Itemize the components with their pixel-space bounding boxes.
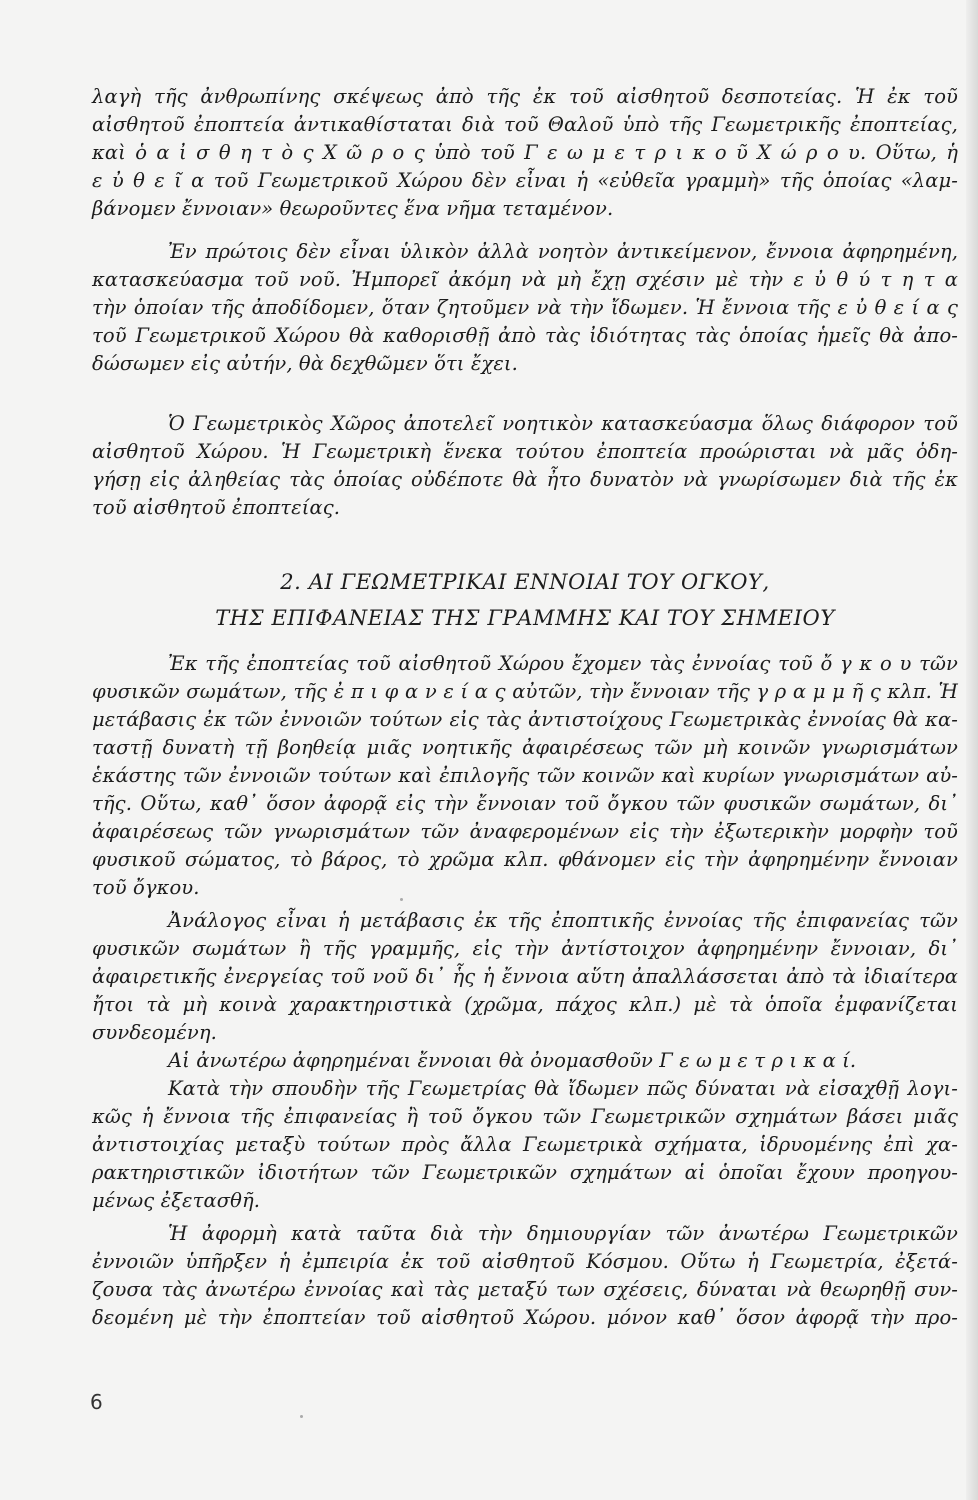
text-line: Ἐν πρώτοις δὲν εἶναι ὑλικὸν ἀλλὰ νοητὸν ἀντικείμενον, ἔννοια ἀφηρημένη, — [168, 240, 958, 263]
text-line: τοῦ ὄγκου. — [92, 876, 200, 899]
text-line: φυσικῶν σωμάτων, τῆς ἐ π ι φ α ν ε ί α ς αὐτῶν, τὴν ἔννοιαν τῆς γ ρ α μ μ ῆ ς κλπ. Ἡ — [92, 680, 958, 703]
text-line: κῶς ἡ ἔννοια τῆς ἐπιφανείας ἢ τοῦ ὄγκου τῶν Γεωμετρικῶν σχημάτων βάσει μιᾶς — [92, 1105, 958, 1128]
text-line: Αἱ ἀνωτέρω ἀφηρημέναι ἔννοιαι θὰ ὀνομασθοῦν Γ ε ω μ ε τ ρ ι κ α ί. — [168, 1049, 857, 1072]
text-line: Ἡ ἀφορμὴ κατὰ ταῦτα διὰ τὴν δημιουργίαν τῶν ἀνωτέρω Γεωμετρικῶν — [168, 1222, 958, 1245]
scan-speck — [400, 898, 403, 901]
text-line: δώσωμεν εἰς αὐτήν, θὰ δεχθῶμεν ὅτι ἔχει. — [92, 352, 518, 375]
text-line: τοῦ Γεωμετρικοῦ Χώρου θὰ καθορισθῇ ἀπὸ τὰς ἰδιότητας τὰς ὁποίας ἡμεῖς θὰ ἀπο- — [92, 324, 958, 347]
text-line: ἤτοι τὰ μὴ κοινὰ χαρακτηριστικὰ (χρῶμα, πάχος κλπ.) μὲ τὰ ὁποῖα ἐμφανίζεται — [92, 993, 958, 1016]
text-line: τὴν ὁποίαν τῆς ἀποδίδομεν, ὅταν ζητοῦμεν νὰ τὴν ἴδωμεν. Ἡ ἔννοια τῆς ε ὐ θ ε ί α ς — [92, 296, 958, 319]
text-line: φυσικοῦ σώματος, τὸ βάρος, τὸ χρῶμα κλπ. φθάνομεν εἰς τὴν ἀφηρημένην ἔννοιαν — [92, 848, 958, 871]
page-number: 6 — [90, 1390, 103, 1414]
text-line: αἰσθητοῦ ἐποπτεία ἀντικαθίσταται διὰ τοῦ Θαλοῦ ὑπὸ τῆς Γεωμετρικῆς ἐποπτείας, — [92, 113, 958, 136]
text-line: κατασκεύασμα τοῦ νοῦ. Ἠμπορεῖ ἀκόμη νὰ μὴ ἔχῃ σχέσιν μὲ τὴν ε ὐ θ ύ τ η τ α — [92, 268, 958, 291]
section-heading-line-2: ΤΗΣ ΕΠΙΦΑΝΕΙΑΣ ΤΗΣ ΓΡΑΜΜΗΣ ΚΑΙ ΤΟΥ ΣΗΜΕΙΟΥ — [215, 606, 835, 630]
scan-speck — [300, 1415, 303, 1418]
text-line: ἀφαιρέσεως τῶν γνωρισμάτων τῶν ἀναφερομένων εἰς τὴν ἐξωτερικὴν μορφὴν τοῦ — [92, 820, 958, 843]
text-line: μετάβασις ἐκ τῶν ἐννοιῶν τούτων εἰς τὰς ἀντιστοίχους Γεωμετρικὰς ἐννοίας θὰ κα- — [92, 708, 958, 731]
text-line: ἀντιστοιχίας μεταξὺ τούτων πρὸς ἄλλα Γεωμετρικὰ σχήματα, ἱδρυομένης ἐπὶ χα- — [92, 1133, 958, 1156]
text-line: μένως ἐξετασθῆ. — [92, 1189, 261, 1212]
text-line: γήσῃ εἰς ἀληθείας τὰς ὁποίας οὐδέποτε θὰ ἦτο δυνατὸν νὰ γνωρίσωμεν διὰ τῆς ἐκ — [92, 468, 958, 491]
text-line: λαγὴ τῆς ἀνθρωπίνης σκέψεως ἀπὸ τῆς ἐκ τοῦ αἰσθητοῦ δεσποτείας. Ἡ ἐκ τοῦ — [92, 85, 958, 108]
text-line: ἐννοιῶν ὑπῆρξεν ἡ ἐμπειρία ἐκ τοῦ αἰσθητοῦ Κόσμου. Οὕτω ἡ Γεωμετρία, ἐξετά- — [92, 1250, 958, 1273]
page-edge-shadow — [966, 0, 978, 1500]
text-line: ζουσα τὰς ἀνωτέρω ἐννοίας καὶ τὰς μεταξύ των σχέσεις, δύναται νὰ θεωρηθῇ συν- — [92, 1278, 958, 1301]
text-line: Ὁ Γεωμετρικὸς Χῶρος ἀποτελεῖ νοητικὸν κατασκεύασμα ὅλως διάφορον τοῦ — [168, 412, 958, 435]
text-line: φυσικῶν σωμάτων ἢ τῆς γραμμῆς, εἰς τὴν ἀντίστοιχον ἀφηρημένην ἔννοιαν, δι᾽ — [92, 937, 958, 960]
text-line: Ἀνάλογος εἶναι ἡ μετάβασις ἐκ τῆς ἐποπτικῆς ἐννοίας τῆς ἐπιφανείας τῶν — [168, 909, 958, 932]
text-line: δεομένη μὲ τὴν ἐποπτείαν τοῦ αἰσθητοῦ Χώρου. μόνον καθ᾽ ὅσον ἀφορᾷ τὴν προ- — [92, 1306, 958, 1329]
text-line: Κατὰ τὴν σπουδὴν τῆς Γεωμετρίας θὰ ἴδωμεν πῶς δύναται νὰ εἰσαχθῇ λογι- — [168, 1077, 958, 1100]
section-heading-line-1: 2. ΑΙ ΓΕΩΜΕΤΡΙΚΑΙ ΕΝΝΟΙΑΙ ΤΟΥ ΟΓΚΟΥ, — [280, 570, 770, 594]
text-line: ταστῇ δυνατὴ τῇ βοηθείᾳ μιᾶς νοητικῆς ἀφαιρέσεως τῶν μὴ κοινῶν γνωρισμάτων — [92, 736, 958, 759]
text-line: ε ὐ θ ε ῖ α τοῦ Γεωμετρικοῦ Χώρου δὲν εἶναι ἡ «εὐθεῖα γραμμὴ» τῆς ὁποίας «λαμ- — [92, 169, 958, 192]
text-line: ἀφαιρετικῆς ἐνεργείας τοῦ νοῦ δι᾽ ἧς ἡ ἔννοια αὕτη ἀπαλλάσσεται ἀπὸ τὰ ἰδιαίτερα — [92, 965, 958, 988]
text-line: ρακτηριστικῶν ἰδιοτήτων τῶν Γεωμετρικῶν σχημάτων αἱ ὁποῖαι ἔχουν προηγου- — [92, 1161, 958, 1184]
text-line: τῆς. Οὕτω, καθ᾽ ὅσον ἀφορᾷ εἰς τὴν ἔννοιαν τοῦ ὄγκου τῶν φυσικῶν σωμάτων, δι᾽ — [92, 792, 958, 815]
text-line: αἰσθητοῦ Χώρου. Ἡ Γεωμετρικὴ ἕνεκα τούτου ἐποπτεία πρoώρισται νὰ μᾶς ὁδη- — [92, 440, 958, 463]
text-line: ἑκάστης τῶν ἐννοιῶν τούτων καὶ ἐπιλογῆς τῶν κοινῶν καὶ κυρίων γνωρισμάτων αὐ- — [92, 764, 958, 787]
text-line: καὶ ὁ α ἰ σ θ η τ ὸ ς Χ ῶ ρ ο ς ὑπὸ τοῦ Γ ε ω μ ε τ ρ ι κ ο ῦ Χ ώ ρ ο υ. Οὕτω, ἡ — [92, 141, 958, 164]
text-line: βάνομεν ἔννοιαν» θεωροῦντες ἕνα νῆμα τεταμένον. — [92, 197, 614, 220]
text-line: συνδεομένη. — [92, 1021, 217, 1044]
text-line: τοῦ αἰσθητοῦ ἐποπτείας. — [92, 496, 341, 519]
text-line: Ἐκ τῆς ἐποπτείας τοῦ αἰσθητοῦ Χώρου ἔχομεν τὰς ἐννοίας τοῦ ὄ γ κ ο υ τῶν — [168, 652, 958, 675]
